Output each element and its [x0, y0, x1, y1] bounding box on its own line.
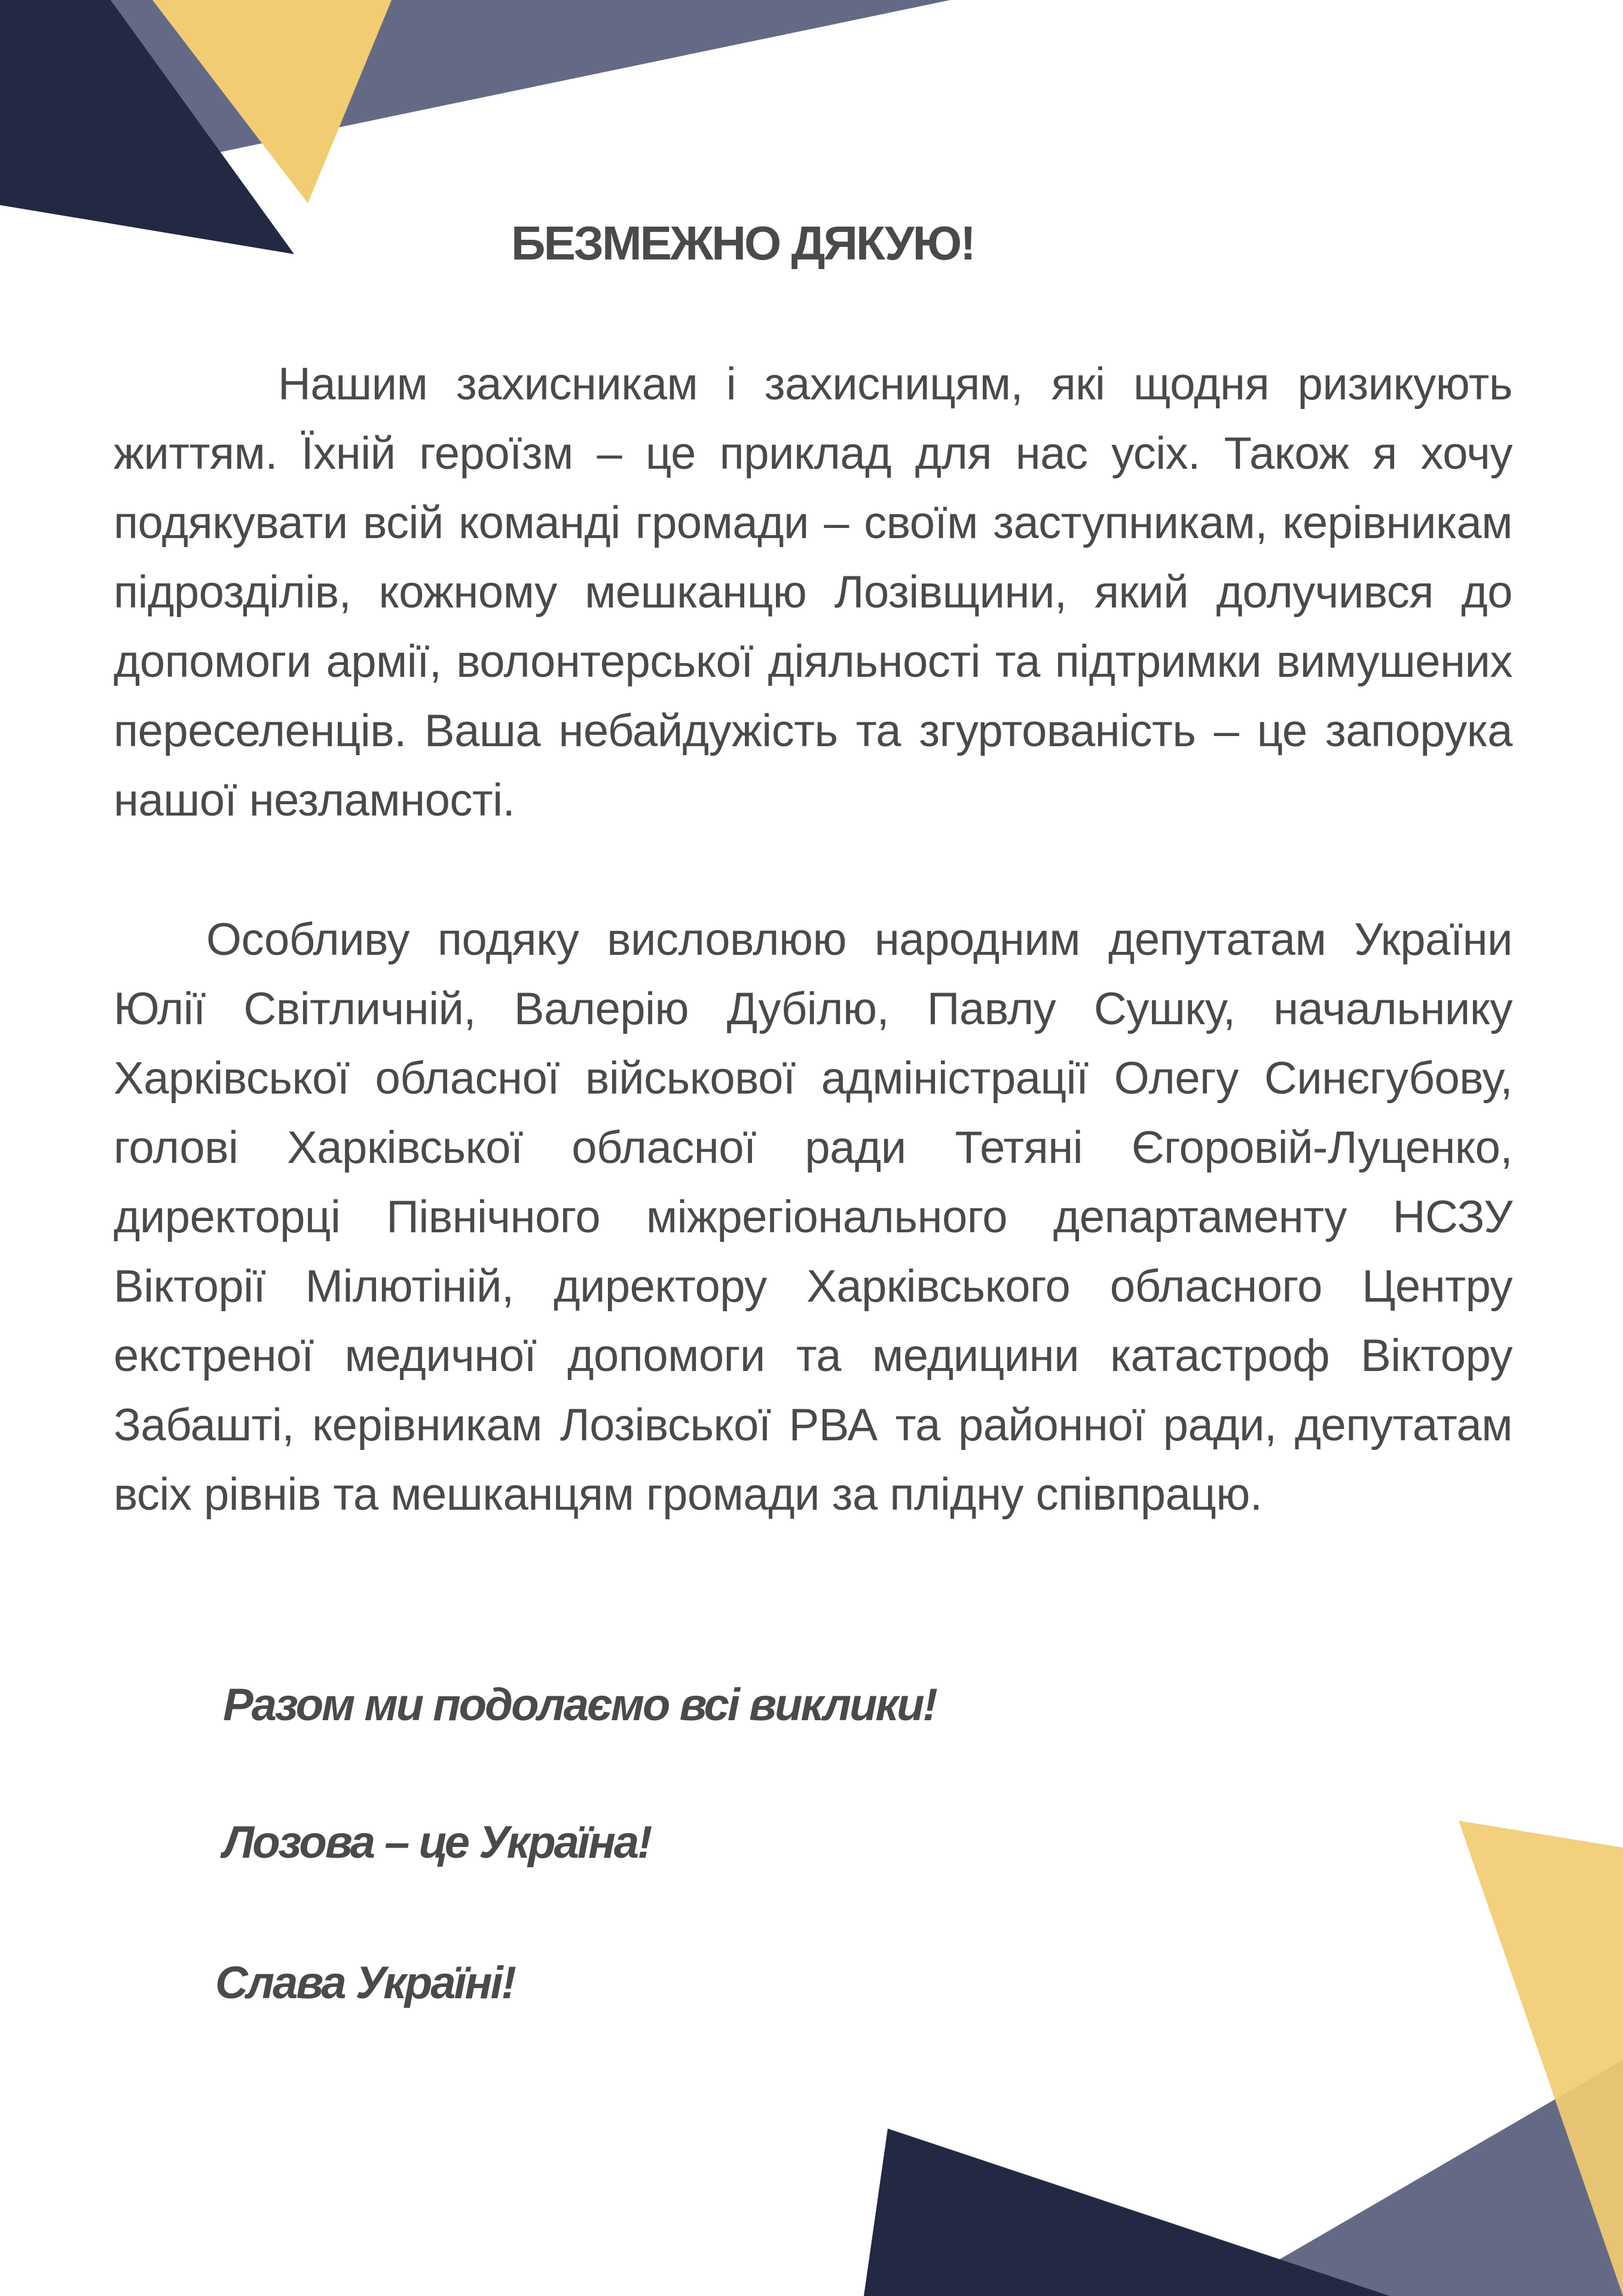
closing-line: Разом ми подолаємо всі виклики! [223, 1680, 936, 1730]
closing-line: Лозова – це Україна! [223, 1817, 651, 1868]
closing-line: Слава Україні! [215, 1958, 515, 2008]
paragraph-gratitude: Особливу подяку висловлюю народним депутатам України Юлії Світличній, Валерію Дубілю, Павлу Сушку, начальнику Харківської обласної військової адміністрації Олегу Синєгубову, голові Харківської обласної ради Тетяні Єгоровій-Луценко, директорці Північного міжрегіонального департаменту НСЗУ Вікторії Мілютіній, директору Харківського обласного Центру екстреної медичної допомоги та медицини катастроф Віктору Забашті, керівникам Лозівської РВА та районної ради, депутатам всіх рівнів та мешканцям громади за плідну співпрацю. [114, 914, 1512, 1520]
bottom-navy-triangle [864, 2129, 1390, 2296]
paragraph-defenders: Нашим захисникам і захисницям, які щодня ризикують життям. Їхній героїзм – це приклад для нас усіх. Також я хочу подякувати всій команді громади – своїм заступникам, керівникам підрозділів, кожному мешканцю Лозівщини, який долучився до допомоги армії, волонтерської діяльності та підтримки вимушених переселенців. Ваша небайдужість та згуртованість – це запорука нашої незламності. [114, 359, 1512, 826]
letter-title: БЕЗМЕЖНО ДЯКУЮ! [511, 216, 974, 270]
